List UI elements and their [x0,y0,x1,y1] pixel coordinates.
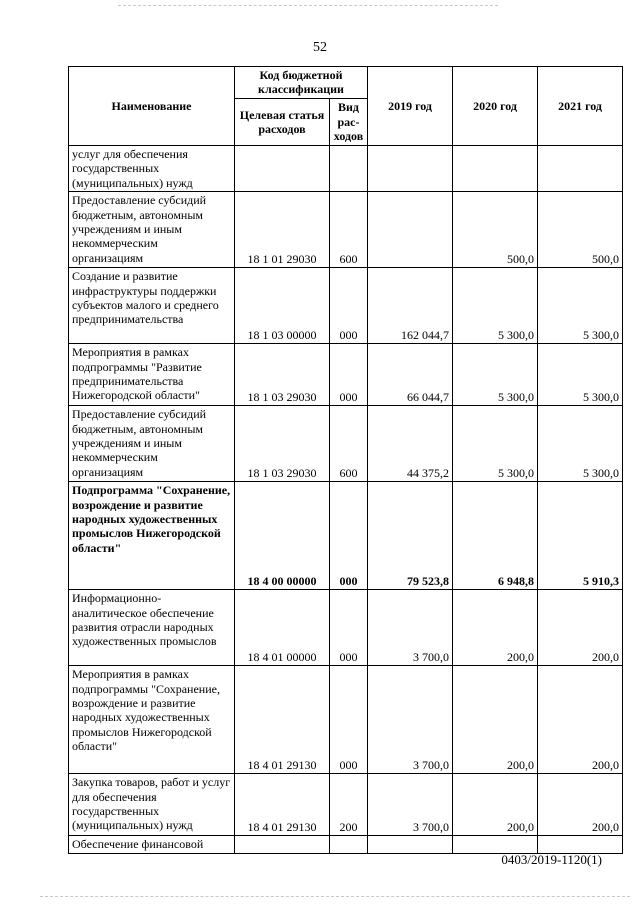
expense-type-cell: 600 [330,406,368,482]
amount-2020-cell: 200,0 [453,590,538,666]
amount-2019-cell [368,836,453,853]
amount-2019-cell: 3 700,0 [368,590,453,666]
amount-2021-cell: 200,0 [538,666,623,774]
amount-2020-cell [453,836,538,853]
header-2020: 2020 год [453,67,538,146]
header-expense-type: Вид рас-ходов [330,98,368,145]
amount-2020-cell: 5 300,0 [453,406,538,482]
expense-type-cell [330,836,368,853]
expense-type-cell: 000 [330,482,368,590]
header-target-article: Целевая статья расходов [235,98,330,145]
table-row [69,774,623,836]
header-code-group: Код бюджетной классификации [235,67,368,99]
expense-type-cell: 000 [330,590,368,666]
amount-2020-cell [453,146,538,192]
expense-type-cell [330,146,368,192]
header-name: Наименование [69,67,235,146]
row-name-cell: Предоставление субсидий бюджетным, автономным учреждениям и иным некоммерческим организациям [69,406,235,482]
table-row [69,344,623,406]
row-name-cell: Обеспечение финансовой [69,836,235,853]
amount-2021-cell: 5 910,3 [538,482,623,590]
row-name-cell: Мероприятия в рамках подпрограммы "Сохранение, возрождение и развитие народных художественных промыслов Нижегородской области" [69,666,235,774]
amount-2020-cell: 200,0 [453,666,538,774]
row-name-cell: Предоставление субсидий бюджетным, автономным учреждениям и иным некоммерческим организациям [69,192,235,268]
row-name-cell: Создание и развитие инфраструктуры поддержки субъектов малого и среднего предпринимательства [69,268,235,344]
amount-2019-cell: 3 700,0 [368,774,453,836]
row-name-cell: Информационно-аналитическое обеспечение развития отрасли народных художественных промыслов [69,590,235,666]
amount-2020-cell: 6 948,8 [453,482,538,590]
table-row [69,666,623,774]
target-article-cell [235,146,330,192]
target-article-cell: 18 4 01 29130 [235,666,330,774]
budget-table [68,66,623,854]
table-row [69,406,623,482]
header-2019: 2019 год [368,67,453,146]
expense-type-cell: 000 [330,666,368,774]
row-name-cell: Закупка товаров, работ и услуг для обеспечения государственных (муниципальных) нужд [69,774,235,836]
table-row [69,146,623,192]
amount-2019-cell: 162 044,7 [368,268,453,344]
amount-2019-cell: 44 375,2 [368,406,453,482]
amount-2021-cell: 200,0 [538,590,623,666]
table-header [69,67,623,146]
table-body [69,146,623,854]
target-article-cell: 18 1 03 29030 [235,344,330,406]
target-article-cell: 18 1 01 29030 [235,192,330,268]
amount-2021-cell: 5 300,0 [538,344,623,406]
row-name-cell: Мероприятия в рамках подпрограммы "Развитие предпринимательства Нижегородской области" [69,344,235,406]
target-article-cell: 18 4 01 00000 [235,590,330,666]
amount-2020-cell: 200,0 [453,774,538,836]
target-article-cell [235,836,330,853]
header-2021: 2021 год [538,67,623,146]
row-name-cell: Подпрограмма "Сохранение, возрождение и развитие народных художественных промыслов Нижегородской области" [69,482,235,590]
amount-2019-cell: 3 700,0 [368,666,453,774]
page-number: 52 [313,40,327,55]
table-row [69,482,623,590]
amount-2021-cell [538,146,623,192]
expense-type-cell: 200 [330,774,368,836]
target-article-cell: 18 4 01 29130 [235,774,330,836]
table-row [69,590,623,666]
amount-2019-cell [368,192,453,268]
expense-type-cell: 000 [330,268,368,344]
amount-2021-cell: 5 300,0 [538,406,623,482]
amount-2019-cell: 66 044,7 [368,344,453,406]
table-row [69,192,623,268]
amount-2019-cell: 79 523,8 [368,482,453,590]
amount-2020-cell: 5 300,0 [453,344,538,406]
table-row [69,268,623,344]
row-name-cell: услуг для обеспечения государственных (муниципальных) нужд [69,146,235,192]
amount-2021-cell: 200,0 [538,774,623,836]
expense-type-cell: 600 [330,192,368,268]
scan-bottom-rule [40,896,630,897]
amount-2021-cell [538,836,623,853]
target-article-cell: 18 1 03 00000 [235,268,330,344]
amount-2021-cell: 500,0 [538,192,623,268]
amount-2019-cell [368,146,453,192]
amount-2020-cell: 500,0 [453,192,538,268]
target-article-cell: 18 4 00 00000 [235,482,330,590]
table-row [69,836,623,853]
expense-type-cell: 000 [330,344,368,406]
amount-2021-cell: 5 300,0 [538,268,623,344]
document-footer-code: 0403/2019-1120(1) [501,852,602,867]
scan-top-rule [118,5,498,6]
amount-2020-cell: 5 300,0 [453,268,538,344]
target-article-cell: 18 1 03 29030 [235,406,330,482]
